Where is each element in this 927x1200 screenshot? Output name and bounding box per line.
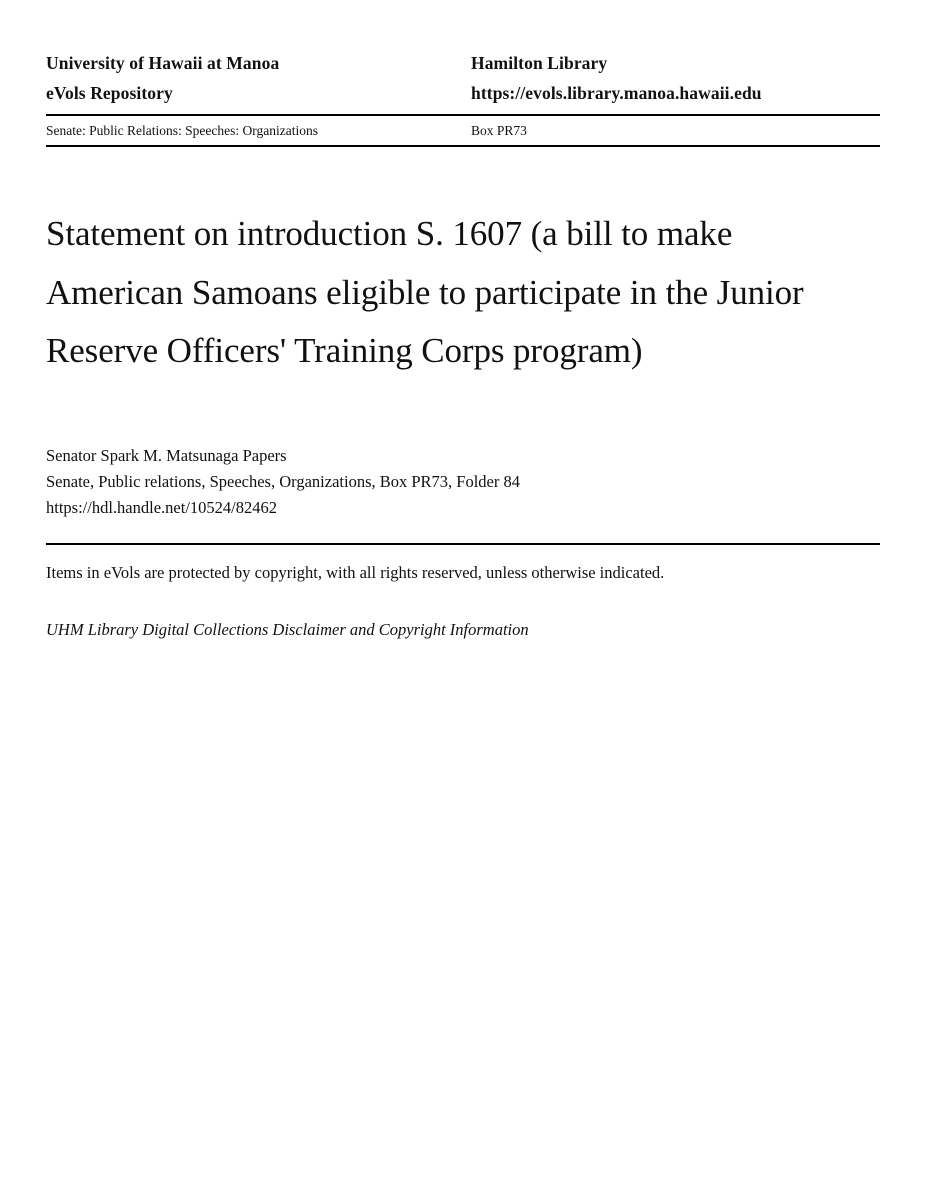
page-content bbox=[46, 48, 880, 642]
header-row-institution bbox=[46, 48, 880, 78]
institution-name: University of Hawaii at Manoa bbox=[46, 53, 280, 73]
repository-url[interactable]: https://evols.library.manoa.hawaii.edu bbox=[471, 83, 762, 103]
library-name: Hamilton Library bbox=[471, 53, 608, 73]
collection-path: Senate: Public Relations: Speeches: Organizations bbox=[46, 123, 318, 138]
citation-block bbox=[46, 443, 880, 521]
repository-name: eVols Repository bbox=[46, 83, 173, 103]
citation-series: Senate, Public relations, Speeches, Organizations, Box PR73, Folder 84 bbox=[46, 471, 521, 491]
box-label: Box PR73 bbox=[471, 123, 527, 138]
header-row-repository bbox=[46, 78, 880, 108]
rights-statement: Items in eVols are protected by copyright, with all rights reserved, unless otherwise indicated. bbox=[46, 562, 665, 582]
page-title: Statement on introduction S. 1607 (a bill to make American Samoans eligible to participate in the Junior Reserve Officers' Training Corps program) bbox=[46, 214, 804, 370]
citation-handle[interactable]: https://hdl.handle.net/10524/82462 bbox=[46, 497, 277, 517]
citation-collection: Senator Spark M. Matsunaga Papers bbox=[46, 445, 287, 465]
header-row-collection bbox=[46, 116, 880, 145]
header-divider-bottom bbox=[46, 145, 880, 147]
disclaimer-link[interactable]: UHM Library Digital Collections Disclaimer and Copyright Information bbox=[46, 619, 529, 639]
repository-header bbox=[46, 48, 880, 147]
rights-divider bbox=[46, 543, 880, 545]
